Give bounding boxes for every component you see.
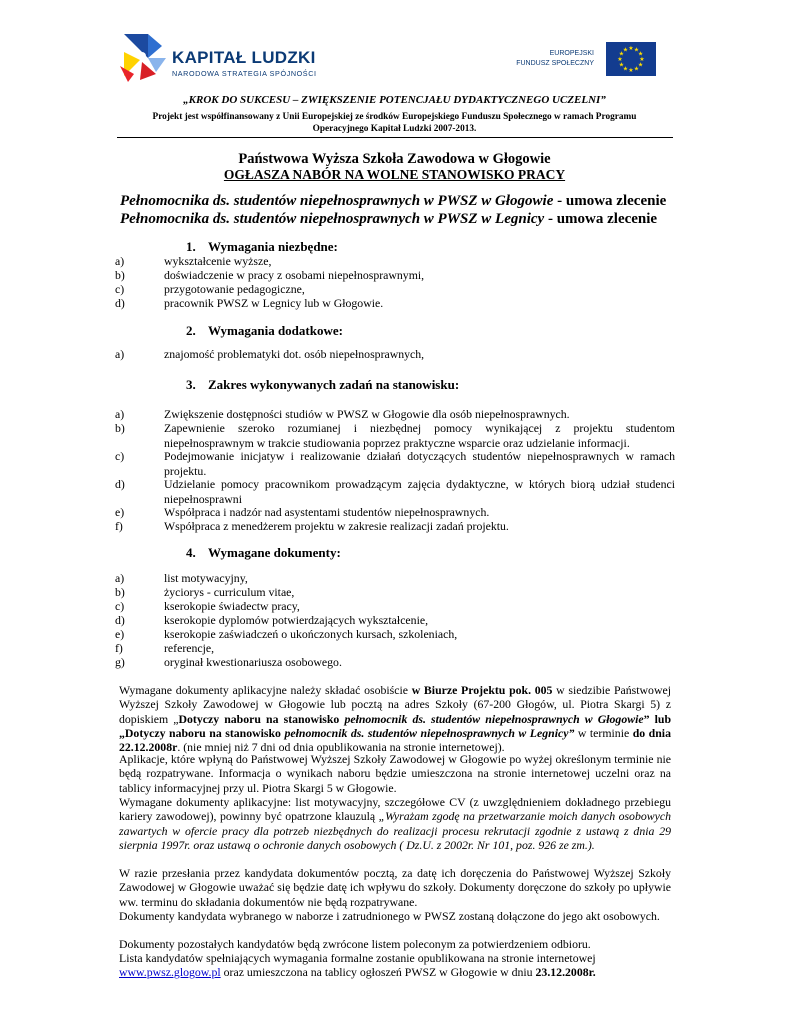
section-1-number: 1. (186, 239, 196, 254)
list-item (115, 421, 675, 450)
position-1-title: Pełnomocnika ds. studentów niepełnosprawnych w PWSZ w Głogowie (120, 193, 554, 209)
list-text: Zwiększenie dostępności studiów w PWSZ w Głogowie dla osób niepełnosprawnych. (164, 407, 570, 421)
list-item (115, 407, 675, 422)
list-item (115, 268, 675, 283)
flag-star-icon: ★ (618, 62, 625, 69)
list-text: pracownik PWSZ w Legnicy lub w Głogowie. (164, 296, 384, 310)
list-text: referencje, (164, 641, 215, 655)
list-marker: b) (115, 421, 125, 435)
flag-star-icon: ★ (639, 57, 645, 63)
p1-c: w siedzibie Państwowej Wyższej Szkoły Zawodowej w Głogowie lub pocztą na adres Szkoły (67-200 Głogów, ul. Piotra Skargi 5) z dopiskiem „ (119, 683, 671, 726)
kl-subtitle: NARODOWA STRATEGIA SPÓJNOŚCI (172, 69, 317, 78)
list-marker: g) (115, 655, 125, 669)
kapital-ludzki-emblem-icon (118, 32, 170, 84)
efs-line2: FUNDUSZ SPOŁECZNY (516, 60, 594, 67)
p1-j: w terminie (574, 725, 633, 740)
list-marker: c) (115, 599, 125, 613)
p1-f: ” lub „ (119, 711, 672, 740)
section-1-title: Wymagania niezbędne: (208, 239, 338, 254)
list-item (115, 296, 675, 311)
list-marker: a) (115, 407, 125, 421)
list-marker: e) (115, 627, 125, 641)
flag-star-icon: ★ (622, 47, 629, 54)
list-text: Podejmowanie inicjatyw i realizowanie działań dotyczących studentów niepełnosprawnych w ramach projektu. (164, 449, 675, 478)
header-divider (117, 137, 673, 138)
list-text: kserokopie świadectw pracy, (164, 599, 300, 613)
flag-star-icon: ★ (622, 66, 629, 73)
project-title: „KROK DO SUKCESU – ZWIĘKSZENIE POTENCJAŁU DYDAKTYCZNEGO UCZELNI” (183, 94, 606, 106)
section-3-number: 3. (186, 377, 196, 392)
flag-star-icon: ★ (637, 51, 644, 58)
list-text: wykształcenie wyższe, (164, 254, 272, 268)
list-item (115, 477, 675, 506)
position-2 (120, 211, 657, 228)
list-text: życiorys - curriculum vitae, (164, 585, 295, 599)
institution-name: Państwowa Wyższa Szkoła Zawodowa w Głogowie (238, 151, 551, 167)
list-text: Współpraca z menedżerem projektu w zakresie realizacji zadań projektu. (164, 519, 509, 533)
eu-flag-icon (606, 42, 656, 76)
list-item (115, 571, 675, 586)
flag-star-icon: ★ (617, 57, 623, 63)
list-marker: b) (115, 268, 125, 282)
list-marker: d) (115, 296, 125, 310)
list-text: Udzielanie pomocy pracownikom prowadzącym zajęcia dydaktyczne, w których biorą udział studenci niepełnosprawni (164, 477, 675, 506)
list-item (115, 254, 675, 269)
section-4-title: Wymagane dokumenty: (208, 545, 341, 560)
deadline: do dnia 22.12.2008r (119, 725, 671, 755)
position-2-contract: - umowa zlecenie (544, 211, 658, 227)
list-item (115, 641, 675, 656)
list-marker: a) (115, 571, 125, 585)
p1-i: ” (568, 725, 575, 740)
list-marker: d) (115, 477, 125, 491)
position-2-title: Pełnomocnika ds. studentów niepełnosprawnych w PWSZ w Legnicy (120, 211, 545, 227)
p1-g: Dotyczy naboru na stanowisko (124, 725, 285, 740)
list-item (115, 505, 675, 520)
list-item (115, 627, 675, 642)
list-marker: c) (115, 449, 125, 463)
p1-h: pełnomocnik ds. studentów niepełnosprawnych w Legnicy (284, 725, 569, 740)
section-4-number: 4. (186, 545, 196, 560)
efs-logo (516, 42, 660, 78)
section-3-heading (186, 377, 459, 393)
flag-star-icon: ★ (618, 51, 625, 58)
section-1-heading (186, 239, 338, 255)
website-link[interactable]: www.pwsz.glogow.pl (119, 965, 221, 979)
p8-a: oraz umieszczona na tablicy ogłoszeń PWSZ w Głogowie w dniu (220, 965, 536, 979)
section-4-heading (186, 545, 341, 561)
list-marker: a) (115, 347, 125, 361)
consent-clause: „Wyrażam zgodę na przetwarzanie moich danych osobowych zawartych w ofercie pracy dla potrzeb niezbędnych do realizacji procesu rekrutacji zgodnie z ustawą z dnia 29 sierpnia 1997r. oraz ustawą o ochronie danych osobowych ( Dz.U. z 2002r. Nr 101, poz. 926 ze zm.). (119, 809, 671, 852)
p3-a: Wymagane dokumenty aplikacyjne: list motywacyjny, szczegółowe CV (z uwzględnieniem dokładnego przebiegu kariery zawodowej), powinny być opatrzone klauzulą (119, 795, 671, 824)
publication-date: 23.12.2008r. (535, 965, 596, 979)
flag-star-icon: ★ (628, 68, 634, 74)
flag-star-icon: ★ (633, 66, 640, 73)
project-funding (117, 112, 672, 135)
flag-star-icon: ★ (628, 46, 634, 52)
list-text: Współpraca i nadzór nad asystentami studentów niepełnosprawnych. (164, 505, 490, 519)
candidate-list-paragraph: Lista kandydatów spełniających wymagania formalne zostanie opublikowana na stronie internetowej (119, 951, 596, 965)
returned-documents-paragraph: Dokumenty pozostałych kandydatów będą zwrócone listem poleconym za potwierdzeniem odbioru. (119, 937, 591, 951)
list-text: kserokopie zaświadczeń o ukończonych kursach, szkoleniach, (164, 627, 458, 641)
list-marker: f) (115, 641, 123, 655)
p1-l: . (nie mniej niż 7 dni od dnia opublikowania na stronie internetowej). (177, 740, 505, 755)
list-item (115, 519, 675, 534)
publication-paragraph (119, 965, 671, 979)
position-1-contract: - umowa zlecenie (553, 193, 667, 209)
announcement-headline: OGŁASZA NABÓR NA WOLNE STANOWISKO PRACY (223, 167, 566, 182)
list-marker: a) (115, 254, 125, 268)
project-funding-line2: Operacyjnego Kapitał Ludzki 2007-2013. (312, 123, 477, 134)
list-marker: b) (115, 585, 125, 599)
list-text: kserokopie dyplomów potwierdzających wykształcenie, (164, 613, 429, 627)
list-item (115, 613, 675, 628)
flag-star-icon: ★ (637, 62, 644, 69)
position-1 (120, 193, 666, 210)
flag-star-icon: ★ (633, 47, 640, 54)
late-applications-paragraph: Aplikacje, które wpłyną do Państwowej Wyższej Szkoły Zawodowej w Głogowie po wyżej określonym terminie nie będą rozpatrywane. Informacja o wynikach naboru będzie umieszczona na stronie internetowej uczelni oraz na tablicy informacyjnej przy ul. Piotra Skargi 5 w Głogowie. (119, 752, 671, 795)
consent-paragraph (119, 795, 671, 852)
list-marker: e) (115, 505, 125, 519)
list-item (115, 655, 675, 670)
list-text: oryginał kwestionariusza osobowego. (164, 655, 342, 669)
list-text: znajomość problematyki dot. osób niepełnosprawnych, (164, 347, 425, 361)
section-2-number: 2. (186, 323, 196, 338)
list-marker: d) (115, 613, 125, 627)
list-text: doświadczenie w pracy z osobami niepełnosprawnymi, (164, 268, 425, 282)
section-3-title: Zakres wykonywanych zadań na stanowisku: (208, 377, 460, 392)
kapital-ludzki-logo (118, 32, 318, 84)
project-funding-line1: Projekt jest współfinansowany z Unii Europejskiej ze środków Europejskiego Funduszu Społecznego w ramach Programu (152, 112, 637, 122)
list-text: Zapewnienie szeroko rozumianej i niezbędnej pomocy wynikającej z projektu studentom niepełnosprawnym w trakcie studiowania poprzez praktyczne wsparcie oraz udzielanie informacji. (164, 421, 675, 450)
efs-line1: EUROPEJSKI (549, 50, 594, 57)
section-2-title: Wymagania dodatkowe: (208, 323, 343, 338)
list-item (115, 599, 675, 614)
project-office: w Biurze Projektu pok. 005 (411, 683, 553, 697)
submission-paragraph (119, 683, 671, 754)
section-2-heading (186, 323, 343, 339)
list-text: przygotowanie pedagogiczne, (164, 282, 305, 296)
list-item (115, 585, 675, 600)
list-item (115, 449, 675, 478)
p1-a: Wymagane dokumenty aplikacyjne należy składać osobiście (119, 683, 412, 697)
list-item (115, 282, 675, 297)
p1-e: pełnomocnik ds. studentów niepełnosprawnych w Głogowie (344, 711, 644, 726)
list-item (115, 347, 675, 362)
kl-title: KAPITAŁ LUDZKI (172, 48, 316, 67)
list-text: list motywacyjny, (164, 571, 248, 585)
list-marker: f) (115, 519, 123, 533)
p1-d: Dotyczy naboru na stanowisko (178, 711, 345, 726)
postal-paragraph: W razie przesłania przez kandydata dokumentów pocztą, za datę ich doręczenia do Państwowej Wyższej Szkoły Zawodowej w Głogowie uważać się będzie datę ich wpływu do szkoły. Dokumenty doręczone do szkoły po upływie ww. terminu do składania dokumentów nie będą rozpatrywane. (119, 866, 671, 909)
hired-documents-paragraph: Dokumenty kandydata wybranego w naborze i zatrudnionego w PWSZ zostaną dołączone do jego akt osobowych. (119, 909, 660, 923)
list-marker: c) (115, 282, 125, 296)
